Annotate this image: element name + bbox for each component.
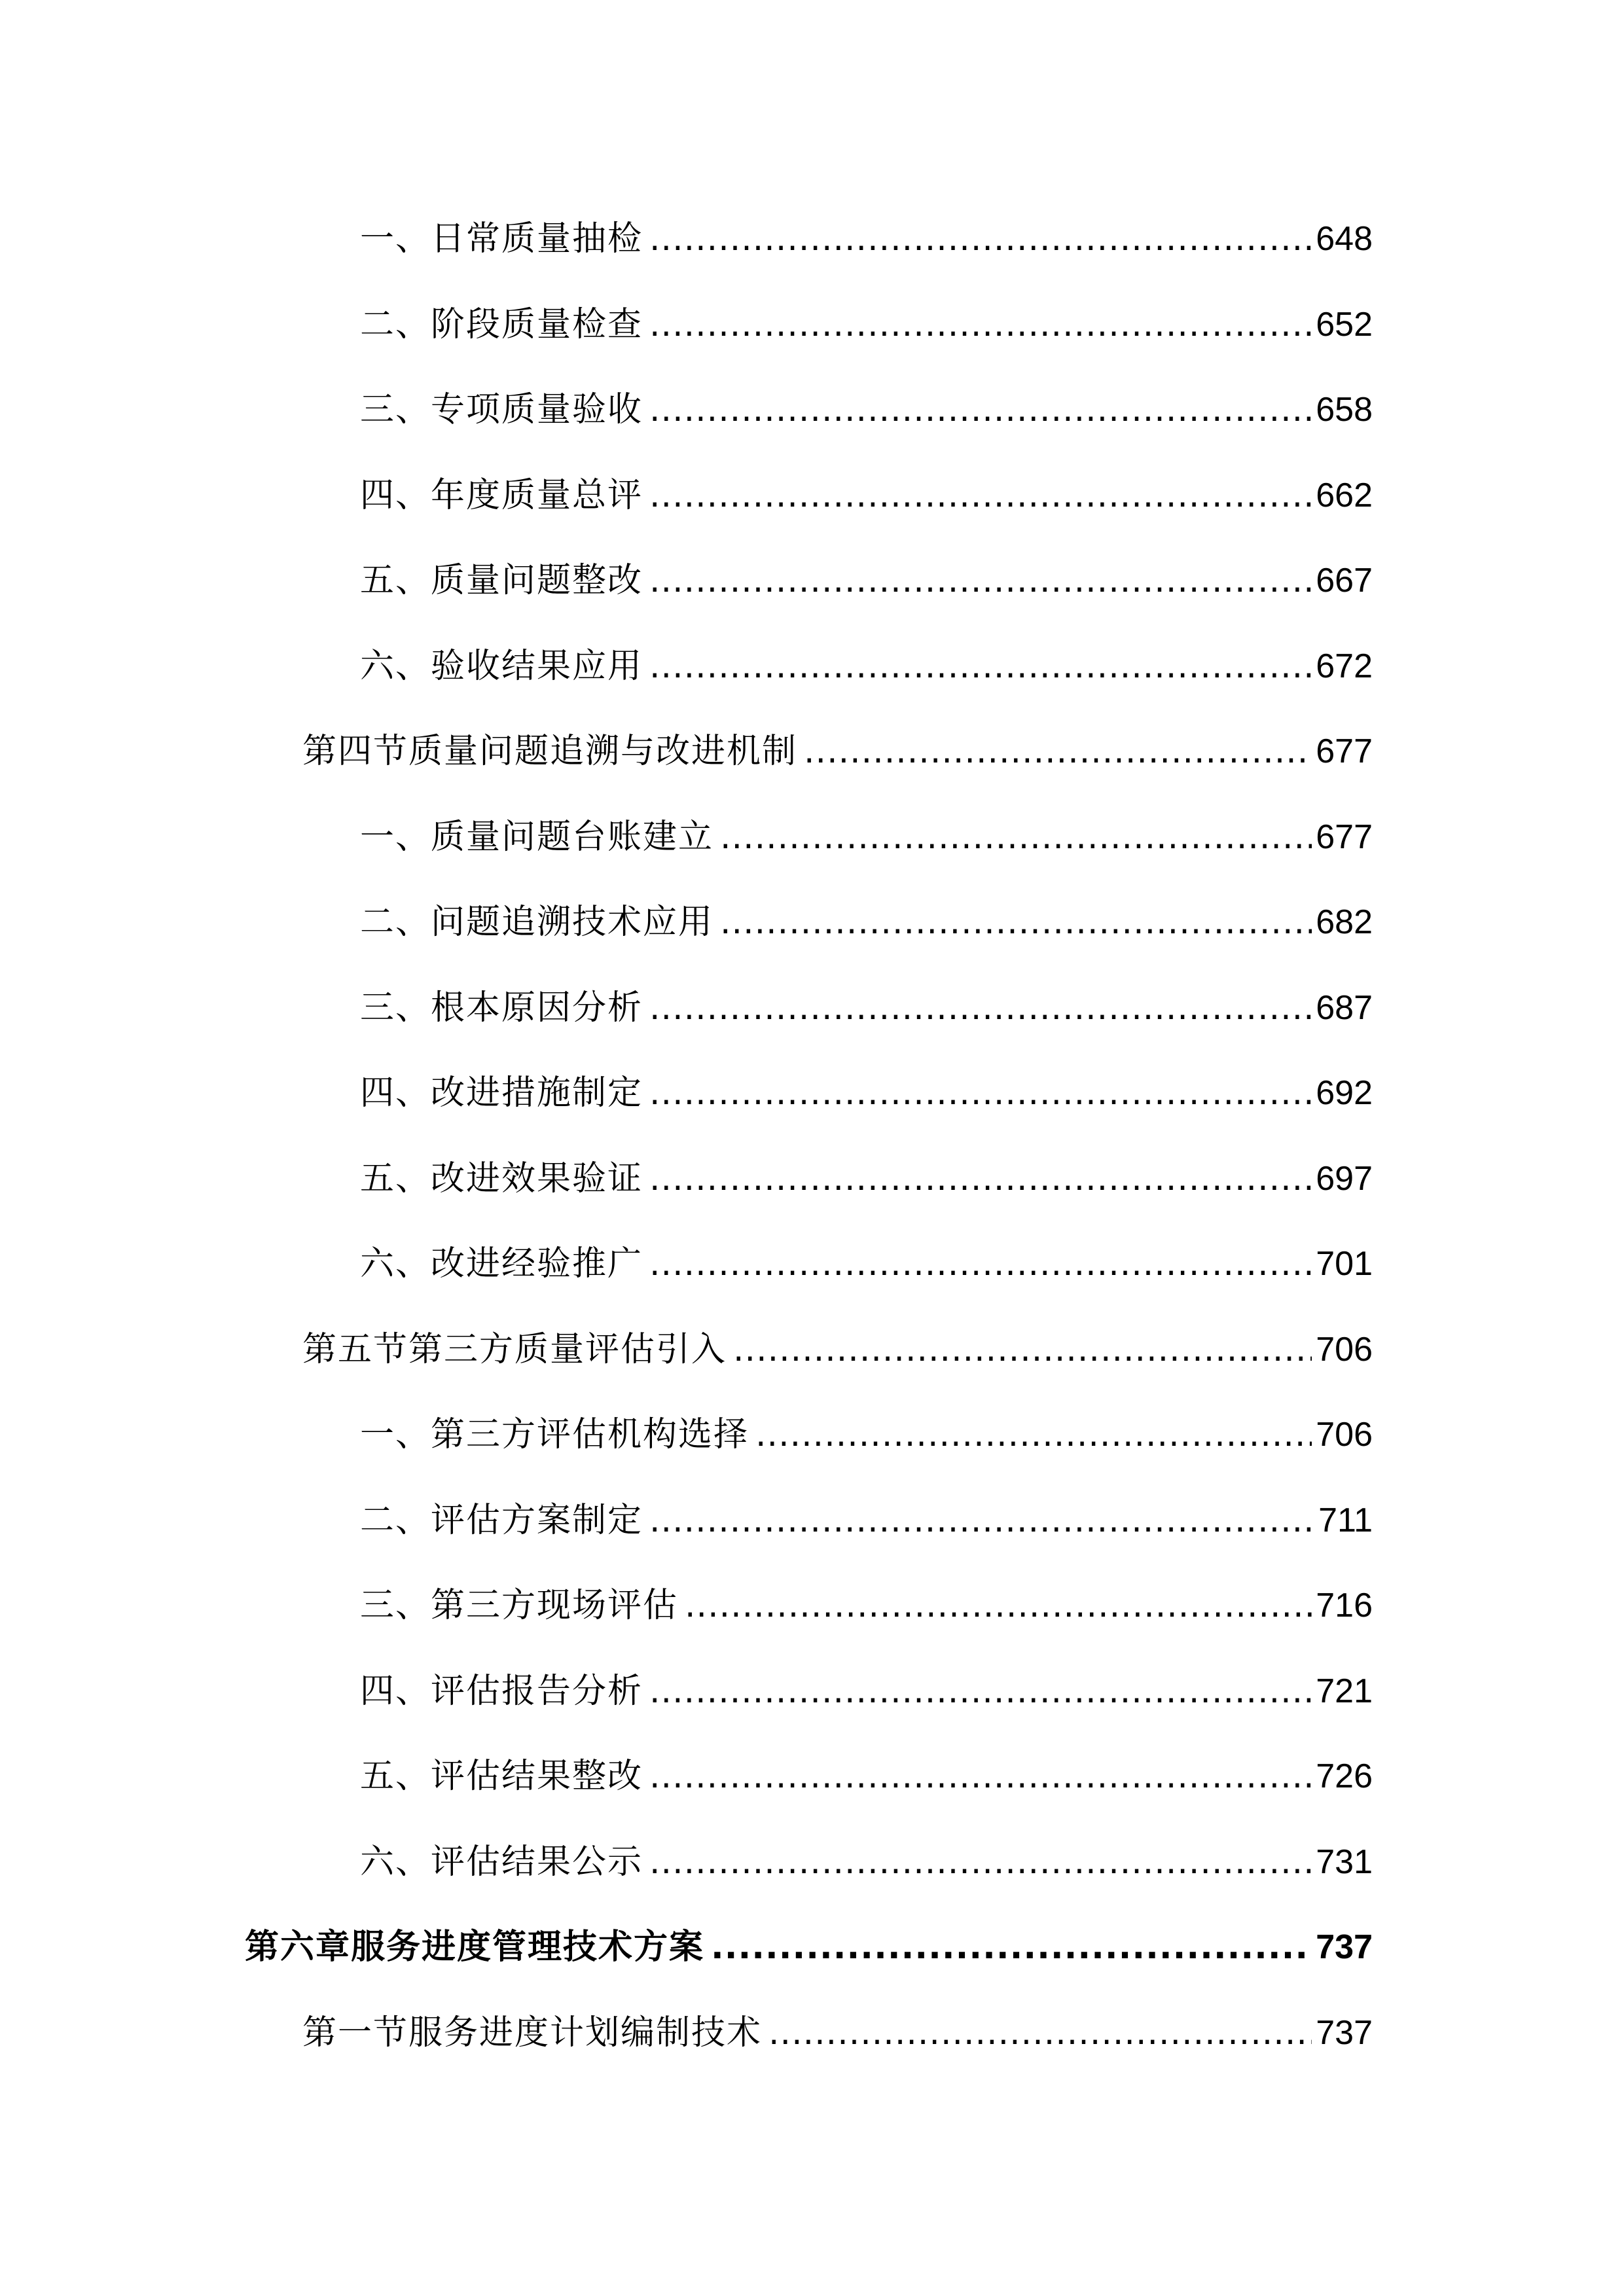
toc-dot-leader: [649, 1750, 1312, 1803]
toc-dot-leader: [649, 982, 1312, 1034]
toc-page-number: 692: [1316, 1074, 1373, 1112]
toc-dot-leader: [733, 1323, 1312, 1376]
toc-page-number: 731: [1316, 1843, 1373, 1881]
toc-entry[interactable]: [360, 469, 1373, 522]
toc-page-number: 677: [1316, 818, 1373, 856]
toc-dot-leader: [649, 384, 1312, 436]
toc-entry-title: 第五节第三方质量评估引入: [302, 1330, 727, 1369]
toc-dot-leader: [804, 725, 1312, 778]
toc-page-number: 652: [1316, 306, 1373, 344]
toc-entry-title: 一、日常质量抽检: [360, 219, 643, 259]
toc-dot-leader: [649, 1665, 1312, 1717]
toc-entry-title: 一、第三方评估机构选择: [360, 1415, 749, 1454]
toc-entry-title: 四、评估报告分析: [360, 1672, 643, 1711]
toc-dot-leader: [768, 2007, 1312, 2059]
toc-page-number: 687: [1316, 989, 1373, 1027]
toc-entry[interactable]: [360, 640, 1373, 692]
toc-page-number: 667: [1316, 562, 1373, 600]
toc-page-number: 682: [1316, 903, 1373, 941]
toc-page-number: 672: [1316, 647, 1373, 685]
toc-entry[interactable]: [360, 982, 1373, 1034]
toc-entry-title: 六、验收结果应用: [360, 647, 643, 686]
toc-page-number: 706: [1316, 1416, 1373, 1454]
toc-entry-title: 四、年度质量总评: [360, 476, 643, 515]
toc-entry[interactable]: [360, 896, 1373, 948]
toc-entry-title: 二、评估方案制定: [360, 1501, 643, 1540]
toc-dot-leader: [649, 1067, 1312, 1119]
toc-dot-leader: [649, 1494, 1314, 1547]
toc-entry[interactable]: [302, 725, 1373, 778]
toc-entry[interactable]: [360, 384, 1373, 436]
toc-entry-title: 五、改进效果验证: [360, 1159, 643, 1198]
toc-dot-leader: [649, 640, 1312, 692]
toc-page-number: 721: [1316, 1672, 1373, 1710]
toc-dot-leader: [711, 1921, 1312, 1973]
toc-entry-title: 六、改进经验推广: [360, 1244, 643, 1283]
toc-entry[interactable]: [360, 1836, 1373, 1888]
toc-dot-leader: [720, 896, 1312, 948]
toc-dot-leader: [720, 811, 1312, 863]
toc-page-number: 716: [1316, 1587, 1373, 1624]
toc-dot-leader: [649, 1238, 1312, 1290]
toc-page-number: 711: [1318, 1501, 1373, 1539]
toc-entry[interactable]: [360, 1750, 1373, 1803]
toc-entry[interactable]: [360, 1238, 1373, 1290]
toc-dot-leader: [649, 213, 1312, 265]
toc-dot-leader: [649, 554, 1312, 607]
toc-entry[interactable]: [245, 1921, 1373, 1973]
toc-entry-title: 二、阶段质量检查: [360, 305, 643, 344]
toc-entry-title: 三、根本原因分析: [360, 988, 643, 1028]
toc-dot-leader: [649, 469, 1312, 522]
toc-entry[interactable]: [360, 1579, 1373, 1632]
toc-page-number: 701: [1316, 1245, 1373, 1283]
toc-entry-title: 五、质量问题整改: [360, 561, 643, 600]
toc-entry-title: 第六章服务进度管理技术方案: [245, 1928, 705, 1967]
toc-entry[interactable]: [360, 1153, 1373, 1205]
toc-dot-leader: [649, 298, 1312, 351]
toc-entry-title: 三、第三方现场评估: [360, 1586, 679, 1625]
toc-entry-title: 一、质量问题台账建立: [360, 817, 714, 857]
toc-entry-title: 三、专项质量验收: [360, 390, 643, 429]
toc-page-number: 658: [1316, 391, 1373, 429]
toc-page-number: 697: [1316, 1160, 1373, 1198]
toc-entry-title: 第一节服务进度计划编制技术: [302, 2013, 763, 2053]
toc-entry[interactable]: [360, 1665, 1373, 1717]
toc-entry-title: 二、问题追溯技术应用: [360, 903, 714, 942]
toc-entry[interactable]: [360, 811, 1373, 863]
toc-dot-leader: [649, 1153, 1312, 1205]
toc-entry-title: 五、评估结果整改: [360, 1757, 643, 1796]
toc-entry[interactable]: [302, 1323, 1373, 1376]
toc-page-number: 737: [1316, 1928, 1373, 1966]
toc-page-number: 726: [1316, 1757, 1373, 1795]
toc-dot-leader: [755, 1408, 1312, 1461]
toc-entry[interactable]: [360, 1067, 1373, 1119]
toc-entry[interactable]: [360, 1494, 1373, 1547]
toc-entry[interactable]: [360, 1408, 1373, 1461]
toc-entry-title: 第四节质量问题追溯与改进机制: [302, 732, 798, 771]
toc-entry[interactable]: [360, 554, 1373, 607]
toc-entry[interactable]: [360, 298, 1373, 351]
toc-page-number: 706: [1316, 1331, 1373, 1369]
toc-entry[interactable]: [360, 213, 1373, 265]
toc-entry-title: 六、评估结果公示: [360, 1842, 643, 1882]
toc-dot-leader: [685, 1579, 1312, 1632]
toc-page-number: 737: [1316, 2014, 1373, 2052]
toc-page-number: 648: [1316, 220, 1373, 258]
toc-page-number: 677: [1316, 732, 1373, 770]
toc-page-number: 662: [1316, 476, 1373, 514]
toc-entry-title: 四、改进措施制定: [360, 1073, 643, 1113]
toc-entry[interactable]: [302, 2007, 1373, 2059]
toc-dot-leader: [649, 1836, 1312, 1888]
